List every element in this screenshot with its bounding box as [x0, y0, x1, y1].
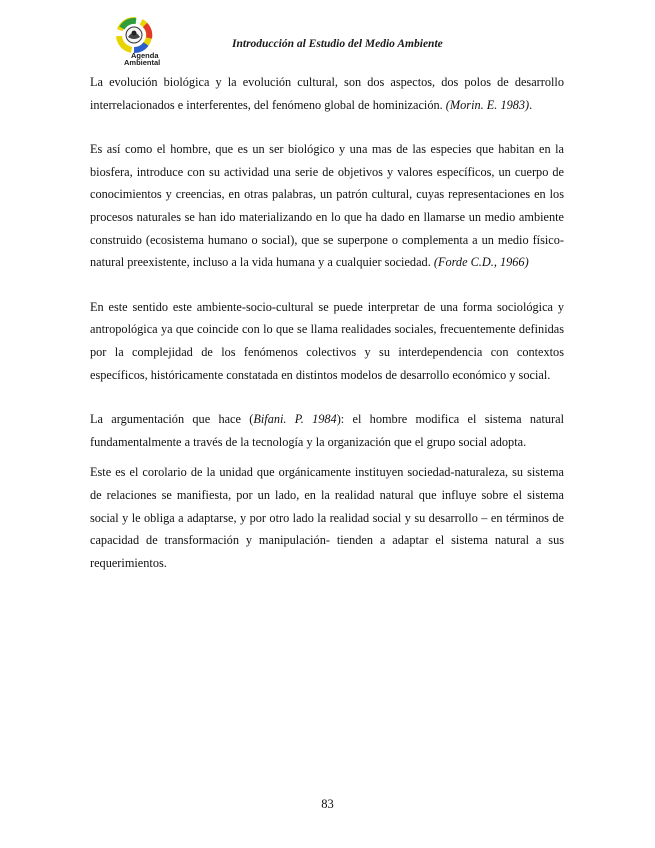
paragraph-5: [90, 461, 564, 574]
citation: Bifani. P. 1984: [253, 412, 337, 427]
paragraph-lead: La argumentación que hace (: [90, 412, 254, 427]
citation: (Forde C.D., 1966): [433, 255, 529, 270]
logo-text: [124, 52, 180, 66]
paragraph-tail: ): el hombre modifica el sistema natural fundamentalmente a través de la tecnología y la organización que el grupo social adopta.: [90, 412, 565, 449]
logo-line-2: Ambiental: [124, 58, 161, 67]
citation: (Morin. E. 1983): [445, 97, 530, 112]
paragraph-1: [90, 71, 564, 116]
page-number: 83: [321, 797, 334, 811]
paragraph-text: Es así como el hombre, que es un ser biológico y una mas de las especies que habitan en la biosfera, introduce con su actividad una serie de objetivos y valores específicos, un cuerpo de conocimientos y creencias, en otras palabras, un patrón cultural, cuyas representaciones en los procesos naturales se han ido materializando en lo que ha dado en llamarse un medio ambiente construido (ecosistema humano o social), que se superpone o complementa a un medio físico-natural preexistente, incluso a la vida humana y a cualquier sociedad.: [90, 142, 564, 270]
document-body: [90, 71, 564, 574]
running-header-title: Introducción al Estudio del Medio Ambiente: [232, 38, 443, 50]
paragraph-3: [90, 296, 564, 386]
paragraph-4: [90, 408, 564, 453]
paragraph-tail: .: [529, 97, 533, 112]
paragraph-2: [90, 138, 564, 274]
paragraph-text: Este es el corolario de la unidad que orgánicamente instituyen sociedad-naturaleza, su sistema de relaciones se manifiesta, por un lado, en la realidad natural que influye sobre el sistema social y le obliga a adaptarse, y por otro lado la realidad social y su desarrollo – en términos de capacidad de transformación y manipulación- tienden a adaptar el sistema natural a sus requerimientos.: [90, 465, 564, 570]
agenda-ambiental-logo: [112, 16, 174, 68]
logo-line-1: Agenda: [131, 51, 159, 60]
paragraph-text: La evolución biológica y la evolución cultural, son dos aspectos, dos polos de desarrollo interrelacionados e interferentes, del fenómeno global de hominización.: [90, 75, 564, 112]
paragraph-text: En este sentido este ambiente-socio-cultural se puede interpretar de una forma sociológica y antropológica ya que coincide con lo que se llama realidades sociales, frecuentemente definidas por la complejidad de los fenómenos colectivos y su interdependencia con contextos específicos, históricamente constatada en distintos modelos de desarrollo económico y social.: [90, 299, 564, 382]
